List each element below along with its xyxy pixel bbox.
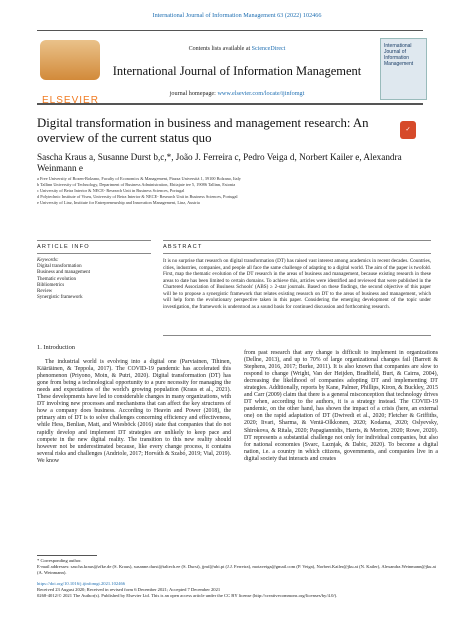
affiliations xyxy=(37,176,427,206)
divider xyxy=(37,240,151,241)
keyword: Review xyxy=(37,289,53,295)
body-column-right xyxy=(244,350,438,463)
affiliation: d Polytechnic Institute of Viseu, University of Beira Interior & NECE- Research Unit in Business Sciences, Portugal xyxy=(37,194,238,200)
keyword: Business and management xyxy=(37,270,91,276)
paragraph: The industrial world is evolving into a digital one (Parviainen, Tihinen, Kääriäinen, & Teppola, 2017). The COVID-19 pandemic has accelerated this phenomenon (Priyono, Moin, & Putri, 2020). Digital transformation (DT) has gone from being a technological opportunity to a pure necessity for managing the needs and expectations of the world's growing population (Kraus et al., 2021). These developments have led to considerable changes in many organizations, with DT involving new processes and mechanisms that can affect the key structures of how a company does business. According to Heavin and Power (2018), the primary aim of DT is to solve challenges concerning efficiency and effectiveness, while Hess, Benlian, Matt, and Wiesböck (2016) state that companies that do not rapidly develop and implement DT strategies are unlikely to keep pace and compete in the new digital reality. The transition to this new reality should however not be underestimated because, like every change process, it contains several risks and challenges (Andriole, 2017; Horváth & Szabó, 2019; Vial, 2019). We know xyxy=(37,359,231,464)
divider xyxy=(163,253,431,254)
divider xyxy=(163,240,431,241)
keyword: Bibliometrics xyxy=(37,282,65,288)
keyword: Synergistic framework xyxy=(37,295,83,301)
affiliation: e University of Linz, Institute for Entrepreneurship and Innovation Management, Linz, Austria xyxy=(37,200,200,206)
abstract-heading: ABSTRACT xyxy=(163,244,203,250)
divider xyxy=(163,335,431,336)
homepage-link[interactable]: www.elsevier.com/locate/ijinfomgt xyxy=(217,90,305,97)
authors: Sascha Kraus a, Susanne Durst b,c,*, João J. Ferreira c, Pedro Veiga d, Norbert Kailer e, Alexandra Weinmann e xyxy=(37,152,402,173)
abstract-text: It is no surprise that research on digital transformation (DT) has raised vast interest among academics in recent decades. Countries, cities, industries, companies, and people all face the same challenge of adapting to a digital world. The aim of the paper is twofold. First, map the thematic evolution of the DT research in the areas of business and management, because existing research in these areas to date has been limited to certain domains. To achieve this, articles were identified and reviewed that were published in the Chartered Association of Business Schools' (ABS) ≥ 2-star journals. Based on these findings, the second objective of this paper will be to propose a synergistic framework that relates existing research on DT to the areas of business and management, which will help form the evolutionary perspective taken in this paper. Considering the emerging development of the topic under investigation, the framework is understood as a sound basis for continued discussion and forthcoming research. xyxy=(163,258,431,310)
keyword: Thematic evolution xyxy=(37,276,77,282)
keywords xyxy=(37,258,147,301)
keywords-label: Keywords: xyxy=(37,258,59,263)
homepage-prefix: journal homepage: xyxy=(169,90,218,97)
divider xyxy=(37,253,151,254)
doi-link[interactable]: https://doi.org/10.1016/j.ijinfomgt.2021.102466 xyxy=(37,581,126,587)
body-column-left xyxy=(37,344,231,465)
publisher-name: ELSEVIER xyxy=(42,95,99,106)
cover-title: International Journal of Information Management xyxy=(384,43,414,67)
keyword: Digital transformation xyxy=(37,264,82,270)
received-dates: Received 23 August 2020; Received in revised form 6 December 2021; Accepted 7 December 2021 xyxy=(37,587,221,593)
corresponding-note: * Corresponding author. xyxy=(37,558,82,563)
journal-reference[interactable]: International Journal of Information Management 63 (2022) 102466 xyxy=(152,12,322,19)
paragraph: from past research that any change is difficult to implement in organizations (Dellne, 2013), and up to 70% of large organizational changes fail (Barrett & Stephens, 2016, 2017; Burke, 2011). It is also known that companies are slow to respond to change (Wright, Van der Heijden, Bradfield, Burt, & Cairns, 2004), decreasing the likelihood of companies adopting DT and implementing DT strategies. Additionally, reports by Kane, Palmer, Phillips, Kiron, & Buckley, 2015 and Carr (2009) claim that there is a general misconception that technology drives DT when, according to the authors, it is a strategy instead. The COVID-19 pandemic, on the other hand, has shown the impact of a crisis (here, an external one) on the rapid adaptation of DT (Dwivedi et al., 2020; Fletcher & Griffiths, 2020; Iivari, Sharma, & Ventä-Olkkonen, 2020; Kodama, 2020; Oslyevsky, Shirokova, & Ritala, 2020; Papagiannidis, Harris, & Morton, 2020; Rowe, 2020). DT represents a substantial challenge not only for individual companies, but also for national economies (Svarc, Laznjak, & Dabic, 2020). To become a digital nation, i.e. a country in which citizens, governments, and companies live in a digital society that interacts and creates xyxy=(244,350,438,462)
footnotes xyxy=(37,558,437,600)
affiliation: c University of Beira Interior & NECE- Research Unit in Business Sciences, Portugal xyxy=(37,188,185,194)
email-addresses: E-mail addresses: sascha.kraus@zfke.de (S. Kraus), susanne.durst@taltech.ee (S. Durst), jjmf@ubi.pt (J.J. Ferreira), motaveiga@gmail.com (P. Veiga), Norbert.Kailer@jku.at (N. Kailer), Alexandra.Weinmann@jku.at (A. Weinmann). xyxy=(37,564,436,576)
contents-prefix: Contents lists available at xyxy=(188,46,252,52)
footnote-divider xyxy=(37,555,97,556)
journal-cover xyxy=(380,38,427,100)
sciencedirect-link[interactable]: ScienceDirect xyxy=(251,46,286,52)
journal-title: International Journal of Information Management xyxy=(112,64,362,78)
article-title: Digital transformation in business and management research: An overview of the current status quo xyxy=(37,116,369,145)
affiliation: a Free University of Bozen-Bolzano, Faculty of Economics & Management, Piazza Università 1, 39100 Bolzano, Italy xyxy=(37,176,241,181)
check-updates-icon[interactable]: ✓ xyxy=(400,121,416,139)
license-note: 0268-4012/© 2021 The Author(s). Published by Elsevier Ltd. This is an open access article under the CC BY license (http://creativecommons.org/licenses/by/4.0/). xyxy=(37,593,338,599)
section-heading: 1. Introduction xyxy=(37,344,75,351)
article-info-heading: ARTICLE INFO xyxy=(37,244,90,250)
affiliation: b Tallinn University of Technology, Department of Business Administration, Ehitajate tee 5, 19086 Tallinn, Estonia xyxy=(37,182,236,188)
